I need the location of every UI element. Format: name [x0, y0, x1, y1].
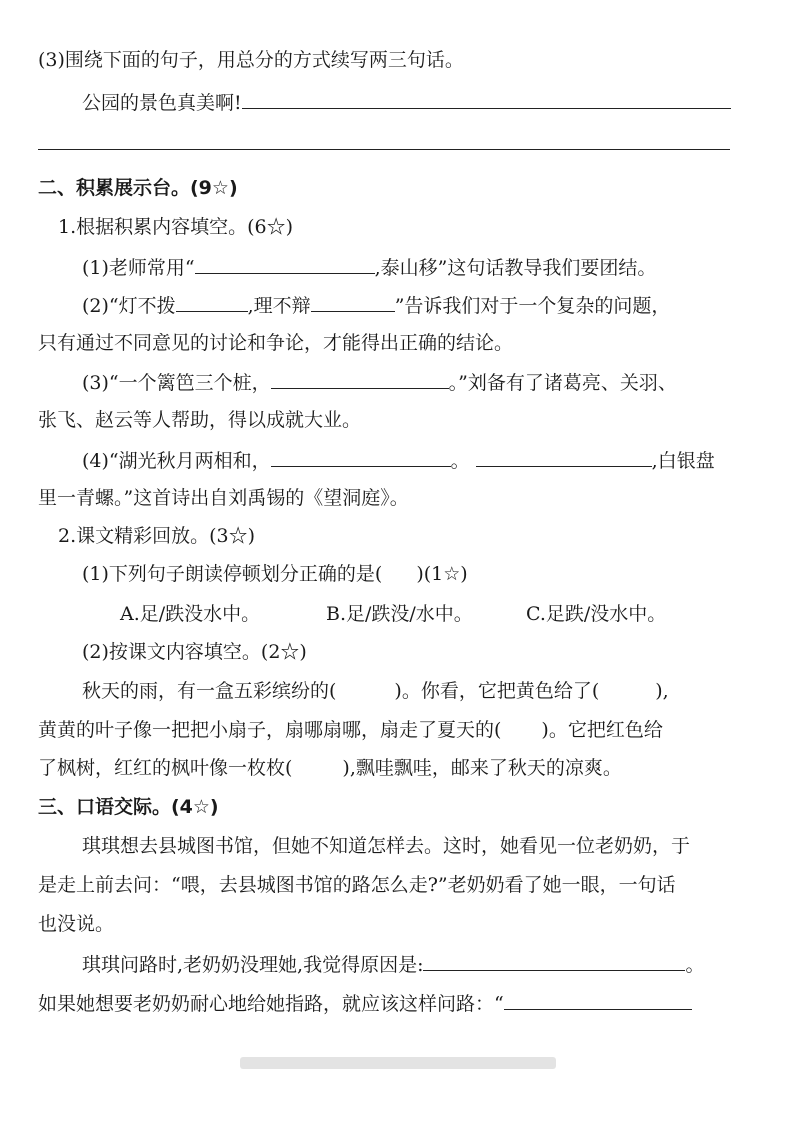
fill-question: (2)按课文内容填空。(2☆) — [82, 641, 307, 663]
ask-text: 如果她想要老奶奶耐心地给她指路，就应该这样问路：“ — [38, 993, 504, 1015]
section-3-title: 三、口语交际。(4☆) — [38, 796, 219, 818]
item-1-text-a: (1)老师常用“ — [82, 257, 195, 279]
choice-question — [82, 562, 468, 586]
reason-line — [82, 952, 705, 977]
item-2-text-a: (2)“灯不拨 — [82, 295, 176, 317]
answer-blank[interactable] — [423, 952, 685, 971]
passage-line-2 — [38, 718, 663, 742]
option-b[interactable]: B.足/跌没/水中。 — [326, 603, 473, 625]
item-3-text-a: (3)“一个篱笆三个桩， — [82, 372, 271, 394]
passage-text: 黄黄的叶子像一把把小扇子，扇哪扇哪，扇走了夏天的( — [38, 719, 502, 741]
answer-blank[interactable] — [271, 370, 449, 389]
item-3-continued: 张飞、赵云等人帮助，得以成就大业。 — [38, 409, 362, 431]
passage-text: ), — [655, 680, 669, 702]
item-2-text-c: ”告诉我们对于一个复杂的问题， — [394, 295, 671, 317]
item-4-text-b: 。 — [450, 450, 470, 472]
q3-prompt-line — [82, 90, 731, 115]
choice-question-score: )(1☆) — [416, 563, 468, 585]
passage-text: )。你看，它把黄色给了( — [394, 680, 600, 702]
story-line-1: 琪琪想去县城图书馆，但她不知道怎样去。这时，她看见一位老奶奶，于 — [82, 835, 691, 857]
option-a[interactable]: A.足/跌没水中。 — [120, 603, 261, 625]
blurred-footer — [240, 1057, 556, 1069]
passage-text: 了枫树，红红的枫叶像一枚枚( — [38, 757, 293, 779]
answer-blank[interactable] — [476, 448, 652, 467]
item-4-line — [82, 448, 715, 473]
passage-line-3 — [38, 756, 622, 780]
item-1-text-b: ,泰山移”这句话教导我们要团结。 — [374, 257, 657, 279]
answer-blank[interactable] — [195, 255, 375, 274]
reason-text: 琪琪问路时,老奶奶没理她,我觉得原因是: — [82, 954, 424, 976]
answer-blank[interactable] — [311, 293, 395, 312]
answer-blank[interactable] — [176, 293, 248, 312]
story-line-3: 也没说。 — [38, 913, 115, 935]
answer-blank[interactable] — [504, 991, 692, 1010]
item-1-line — [82, 255, 656, 280]
item-4-continued: 里一青螺。”这首诗出自刘禹锡的《望洞庭》。 — [38, 487, 409, 509]
option-c[interactable]: C.足跌/没水中。 — [526, 603, 667, 625]
choice-question-text: (1)下列句子朗读停顿划分正确的是( — [82, 563, 383, 585]
passage-text: )。它把红色给 — [541, 719, 663, 741]
section-2-title: 二、积累展示台。(9☆) — [38, 177, 238, 199]
story-line-2: 是走上前去问：“喂，去县城图书馆的路怎么走?”老奶奶看了她一眼，一句话 — [38, 874, 676, 896]
item-4-text-a: (4)“湖光秋月两相和， — [82, 450, 271, 472]
passage-line-1 — [82, 679, 669, 703]
item-3-line — [82, 370, 677, 395]
item-3-text-b: 。”刘备有了诸葛亮、关羽、 — [448, 372, 677, 394]
item-2-continued: 只有通过不同意见的讨论和争论，才能得出正确的结论。 — [38, 332, 514, 354]
passage-text: ),飘哇飘哇，邮来了秋天的凉爽。 — [342, 757, 622, 779]
ask-line — [38, 991, 692, 1016]
item-4-text-c: ,白银盘 — [651, 450, 715, 472]
part-1-title: 1.根据积累内容填空。(6☆) — [58, 216, 294, 238]
part-2-title: 2.课文精彩回放。(3☆) — [58, 525, 256, 547]
answer-blank[interactable] — [271, 448, 451, 467]
answer-blank[interactable] — [242, 90, 731, 109]
answer-line[interactable] — [38, 149, 730, 150]
q3-prompt: 公园的景色真美啊! — [82, 92, 242, 114]
reason-period: 。 — [685, 954, 705, 976]
q3-instruction: (3)围绕下面的句子，用总分的方式续写两三句话。 — [38, 49, 464, 71]
passage-text: 秋天的雨，有一盒五彩缤纷的( — [82, 680, 337, 702]
item-2-line — [82, 293, 670, 318]
item-2-text-b: ,理不辩 — [247, 295, 311, 317]
